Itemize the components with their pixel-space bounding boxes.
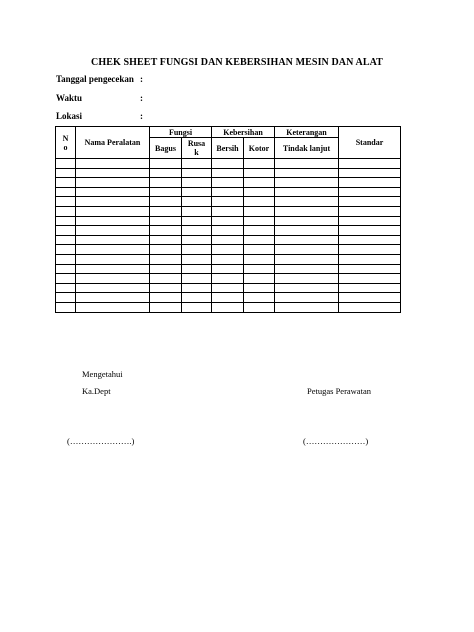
table-cell[interactable] <box>182 197 212 207</box>
header-kebersihan: Kebersihan <box>212 127 275 138</box>
table-cell[interactable] <box>244 178 275 188</box>
table-cell[interactable] <box>339 216 401 226</box>
table-cell[interactable] <box>275 302 339 312</box>
table-cell[interactable] <box>339 283 401 293</box>
table-row <box>56 168 401 178</box>
field-separator: : <box>140 93 143 103</box>
table-cell[interactable] <box>76 187 150 197</box>
table-cell[interactable] <box>275 168 339 178</box>
table-cell[interactable] <box>76 206 150 216</box>
table-cell[interactable] <box>339 226 401 236</box>
table-cell[interactable] <box>182 235 212 245</box>
table-cell[interactable] <box>275 254 339 264</box>
table-cell[interactable] <box>339 187 401 197</box>
table-row <box>56 254 401 264</box>
table-cell[interactable] <box>212 283 244 293</box>
table-row <box>56 197 401 207</box>
table-cell[interactable] <box>76 168 150 178</box>
table-cell[interactable] <box>76 235 150 245</box>
table-cell[interactable] <box>182 254 212 264</box>
table-cell[interactable] <box>275 178 339 188</box>
table-cell[interactable] <box>56 283 76 293</box>
table-cell[interactable] <box>56 226 76 236</box>
table-cell[interactable] <box>244 159 275 169</box>
table-cell[interactable] <box>244 302 275 312</box>
table-cell[interactable] <box>150 245 182 255</box>
table-cell[interactable] <box>339 293 401 303</box>
table-cell[interactable] <box>56 293 76 303</box>
table-row <box>56 302 401 312</box>
table-row <box>56 245 401 255</box>
table-cell[interactable] <box>212 293 244 303</box>
table-cell[interactable] <box>76 254 150 264</box>
table-cell[interactable] <box>150 197 182 207</box>
table-cell[interactable] <box>339 245 401 255</box>
table-cell[interactable] <box>339 197 401 207</box>
header-standar: Standar <box>339 127 401 159</box>
table-cell[interactable] <box>56 302 76 312</box>
table-cell[interactable] <box>339 254 401 264</box>
table-cell[interactable] <box>212 254 244 264</box>
table-cell[interactable] <box>339 159 401 169</box>
table-cell[interactable] <box>275 226 339 236</box>
field-waktu <box>56 93 143 103</box>
table-cell[interactable] <box>150 216 182 226</box>
header-rusak: Rusak <box>182 138 212 159</box>
table-cell[interactable] <box>76 245 150 255</box>
table-cell[interactable] <box>275 264 339 274</box>
table-cell[interactable] <box>76 197 150 207</box>
table-cell[interactable] <box>150 274 182 284</box>
table-cell[interactable] <box>150 302 182 312</box>
field-label: Tanggal pengecekan <box>56 74 134 84</box>
table-row <box>56 226 401 236</box>
table-cell[interactable] <box>182 264 212 274</box>
table-cell[interactable] <box>212 159 244 169</box>
ka-dept-signature-line: (………………….) <box>67 436 135 446</box>
table-cell[interactable] <box>339 206 401 216</box>
table-cell[interactable] <box>212 274 244 284</box>
table-cell[interactable] <box>56 216 76 226</box>
table-cell[interactable] <box>339 264 401 274</box>
table-cell[interactable] <box>212 226 244 236</box>
mengetahui-label: Mengetahui <box>82 369 123 379</box>
table-cell[interactable] <box>244 274 275 284</box>
table-row <box>56 274 401 284</box>
table-cell[interactable] <box>212 216 244 226</box>
table-cell[interactable] <box>76 283 150 293</box>
table-cell[interactable] <box>150 178 182 188</box>
table-cell[interactable] <box>212 235 244 245</box>
table-cell[interactable] <box>212 245 244 255</box>
table-cell[interactable] <box>244 235 275 245</box>
field-separator: : <box>140 74 143 84</box>
page-title: CHEK SHEET FUNGSI DAN KEBERSIHAN MESIN DAN ALAT <box>91 57 383 68</box>
table-cell[interactable] <box>212 178 244 188</box>
table-cell[interactable] <box>182 283 212 293</box>
table-cell[interactable] <box>150 159 182 169</box>
table-cell[interactable] <box>212 302 244 312</box>
table-row <box>56 235 401 245</box>
table-row <box>56 206 401 216</box>
table-cell[interactable] <box>275 245 339 255</box>
petugas-signature-line: (…………………) <box>303 436 369 446</box>
table-cell[interactable] <box>76 293 150 303</box>
table-cell[interactable] <box>150 187 182 197</box>
table-row <box>56 264 401 274</box>
table-cell[interactable] <box>275 293 339 303</box>
table-cell[interactable] <box>150 235 182 245</box>
table-cell[interactable] <box>56 274 76 284</box>
table-cell[interactable] <box>150 168 182 178</box>
table-cell[interactable] <box>182 245 212 255</box>
table-cell[interactable] <box>76 216 150 226</box>
table-cell[interactable] <box>56 206 76 216</box>
table-cell[interactable] <box>339 178 401 188</box>
table-cell[interactable] <box>150 293 182 303</box>
table-cell[interactable] <box>56 197 76 207</box>
table-cell[interactable] <box>150 226 182 236</box>
table-cell[interactable] <box>275 235 339 245</box>
table-cell[interactable] <box>182 274 212 284</box>
header-kotor: Kotor <box>244 138 275 159</box>
table-cell[interactable] <box>212 187 244 197</box>
table-cell[interactable] <box>339 235 401 245</box>
table-cell[interactable] <box>150 283 182 293</box>
checklist-table <box>55 126 401 313</box>
table-cell[interactable] <box>275 216 339 226</box>
table-cell[interactable] <box>275 187 339 197</box>
table-cell[interactable] <box>150 254 182 264</box>
table-cell[interactable] <box>150 206 182 216</box>
table-cell[interactable] <box>244 226 275 236</box>
table-cell[interactable] <box>244 254 275 264</box>
table-cell[interactable] <box>182 168 212 178</box>
table-row <box>56 159 401 169</box>
field-label: Lokasi <box>56 111 83 121</box>
table-cell[interactable] <box>56 187 76 197</box>
table-cell[interactable] <box>182 159 212 169</box>
header-fungsi: Fungsi <box>150 127 212 138</box>
header-nama-peralatan: Nama Peralatan <box>76 127 150 159</box>
table-cell[interactable] <box>76 302 150 312</box>
table-row <box>56 178 401 188</box>
field-separator: : <box>140 111 143 121</box>
table-cell[interactable] <box>275 159 339 169</box>
table-body <box>56 159 401 313</box>
table-cell[interactable] <box>244 245 275 255</box>
table-cell[interactable] <box>339 302 401 312</box>
header-bagus: Bagus <box>150 138 182 159</box>
header-no: No <box>56 127 76 159</box>
field-lokasi <box>56 111 143 121</box>
table-cell[interactable] <box>339 274 401 284</box>
table-cell[interactable] <box>244 168 275 178</box>
table-cell[interactable] <box>244 293 275 303</box>
table-cell[interactable] <box>76 178 150 188</box>
table-cell[interactable] <box>244 216 275 226</box>
table-cell[interactable] <box>56 235 76 245</box>
petugas-perawatan-label: Petugas Perawatan <box>307 386 371 396</box>
table-cell[interactable] <box>244 206 275 216</box>
table-cell[interactable] <box>56 178 76 188</box>
table-cell[interactable] <box>182 178 212 188</box>
table-cell[interactable] <box>244 187 275 197</box>
field-tanggal-pengecekan <box>56 74 143 84</box>
table-row <box>56 216 401 226</box>
table-cell[interactable] <box>212 206 244 216</box>
table-cell[interactable] <box>56 254 76 264</box>
table-cell[interactable] <box>182 206 212 216</box>
table-cell[interactable] <box>182 302 212 312</box>
table-cell[interactable] <box>212 264 244 274</box>
table-cell[interactable] <box>182 293 212 303</box>
table-cell[interactable] <box>212 197 244 207</box>
header-tindak-lanjut: Tindak lanjut <box>275 138 339 159</box>
table-cell[interactable] <box>275 197 339 207</box>
table-cell[interactable] <box>76 274 150 284</box>
table-row <box>56 283 401 293</box>
table-cell[interactable] <box>56 245 76 255</box>
table-cell[interactable] <box>182 187 212 197</box>
table-cell[interactable] <box>244 197 275 207</box>
table-cell[interactable] <box>76 226 150 236</box>
table-cell[interactable] <box>76 159 150 169</box>
table-cell[interactable] <box>212 168 244 178</box>
table-cell[interactable] <box>244 283 275 293</box>
table-cell[interactable] <box>56 159 76 169</box>
table-cell[interactable] <box>275 283 339 293</box>
table-cell[interactable] <box>339 168 401 178</box>
table-cell[interactable] <box>56 264 76 274</box>
table-cell[interactable] <box>56 168 76 178</box>
table-row <box>56 293 401 303</box>
header-keterangan: Keterangan <box>275 127 339 138</box>
table-cell[interactable] <box>76 264 150 274</box>
table-cell[interactable] <box>150 264 182 274</box>
header-bersih: Bersih <box>212 138 244 159</box>
table-cell[interactable] <box>275 274 339 284</box>
table-cell[interactable] <box>182 216 212 226</box>
table-row <box>56 187 401 197</box>
field-label: Waktu <box>56 93 83 103</box>
table-cell[interactable] <box>182 226 212 236</box>
table-cell[interactable] <box>275 206 339 216</box>
table-cell[interactable] <box>244 264 275 274</box>
ka-dept-label: Ka.Dept <box>82 386 111 396</box>
